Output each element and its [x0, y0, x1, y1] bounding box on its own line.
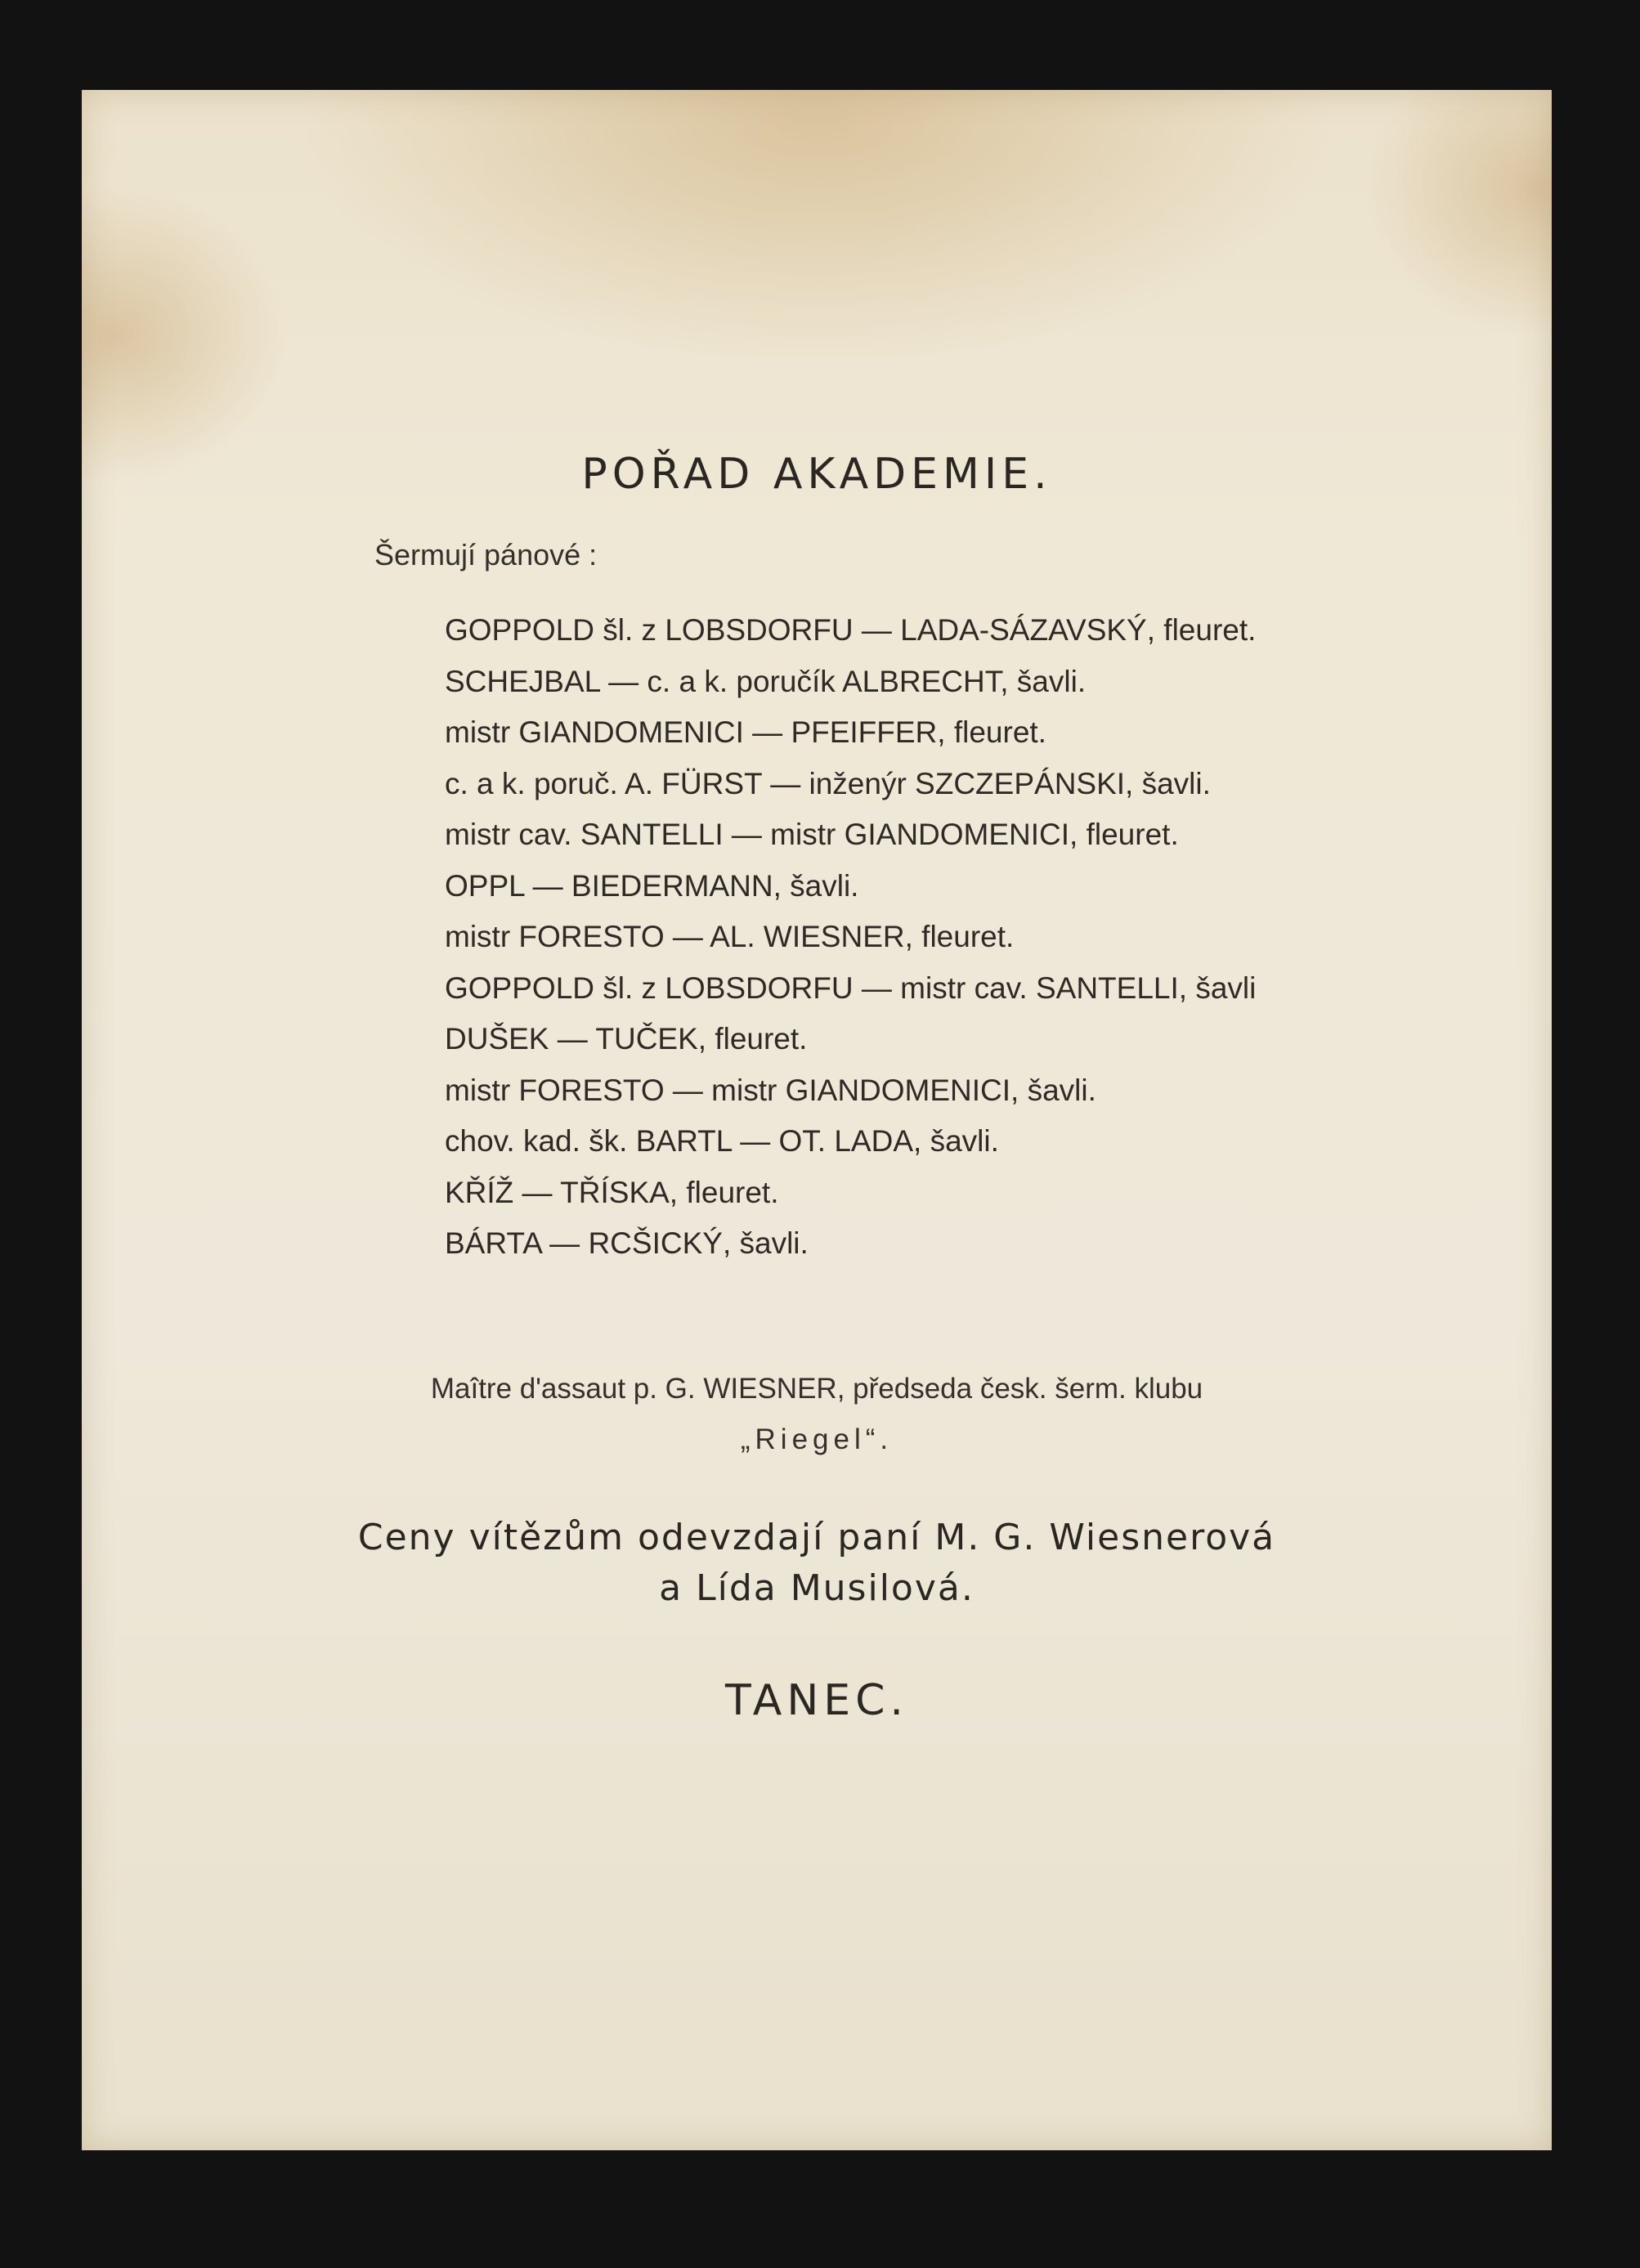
prizes-line-1: Ceny vítězům odevzdají paní M. G. Wiesnerová — [357, 1517, 1276, 1558]
program-title: POŘAD AKADEMIE. — [581, 450, 1052, 499]
club-name: „Riegel“. — [740, 1423, 894, 1455]
program-sheet — [82, 90, 1552, 2150]
bout-item: GOPPOLD šl. z LOBSDORFU — LADA-SÁZAVSKÝ, fleuret. — [445, 613, 1257, 647]
bout-item: OPPL — BIEDERMANN, šavli. — [445, 868, 859, 903]
bout-item: mistr FORESTO — mistr GIANDOMENICI, šavli. — [445, 1073, 1096, 1107]
bout-item: mistr GIANDOMENICI — PFEIFFER, fleuret. — [445, 715, 1046, 749]
closing-heading: TANEC. — [725, 1676, 908, 1725]
bout-list — [445, 605, 1256, 1270]
prizes-line-2: a Lída Musilová. — [659, 1567, 975, 1609]
bout-item: BÁRTA — RCŠICKÝ, šavli. — [445, 1226, 809, 1260]
bout-item: GOPPOLD šl. z LOBSDORFU — mistr cav. SANTELLI, šavli — [445, 970, 1257, 1005]
prizes-note — [82, 1513, 1552, 1614]
maitre-line: Maître d'assaut p. G. WIESNER, předseda česk. šerm. klubu — [430, 1373, 1203, 1405]
bout-item: SCHEJBAL — c. a k. poručík ALBRECHT, šavli. — [445, 664, 1087, 698]
bout-item: chov. kad. šk. BARTL — OT. LADA, šavli. — [445, 1124, 999, 1158]
bout-item: KŘÍŽ — TŘÍSKA, fleuret. — [445, 1175, 779, 1209]
bout-item: mistr FORESTO — AL. WIESNER, fleuret. — [445, 920, 1015, 953]
bout-item: DUŠEK — TUČEK, fleuret. — [445, 1022, 808, 1056]
maitre-dassaut — [82, 1364, 1552, 1465]
bout-item: mistr cav. SANTELLI — mistr GIANDOMENICI, fleuret. — [445, 818, 1179, 851]
fencers-intro: Šermují pánové : — [374, 538, 598, 571]
bout-item: c. a k. poruč. A. FÜRST — inženýr SZCZEPÁNSKI, šavli. — [445, 766, 1211, 800]
